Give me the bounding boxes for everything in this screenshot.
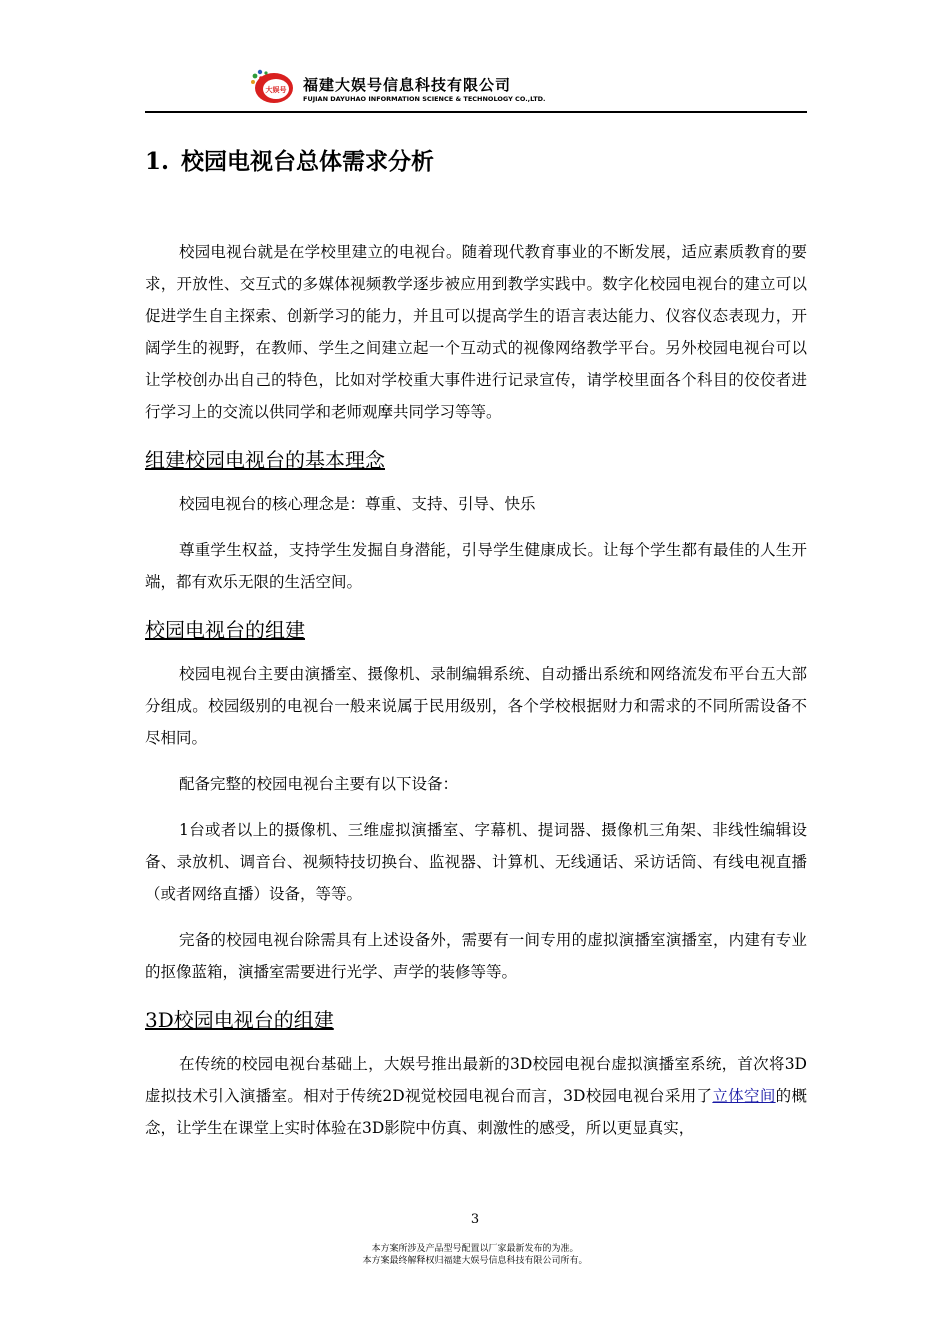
- 3d-paragraph-text-before: 在传统的校园电视台基础上，大娱号推出最新的3D校园电视台虚拟演播室系统，首次将3D虚拟技术引入演播室。相对于传统2D视觉校园电视台而言，3D校园电视台采用了: [145, 1055, 807, 1105]
- footer-note-2: 本方案最终解释权归福建大娱号信息科技有限公司所有。: [362, 1256, 588, 1266]
- section-title: [145, 140, 807, 184]
- subsection-heading-concept: 组建校园电视台的基本理念: [145, 448, 385, 472]
- concept-paragraph-1: 校园电视台的核心理念是：尊重、支持、引导、快乐: [179, 495, 536, 513]
- footer-note-1: 本方案所涉及产品型号配置以厂家最新发布的为准。: [371, 1244, 579, 1254]
- setup-paragraph-1: 校园电视台主要由演播室、摄像机、录制编辑系统、自动播出系统和网络流发布平台五大部分组成。校园级别的电视台一般来说属于民用级别，各个学校根据财力和需求的不同所需设备不尽相同。: [145, 665, 807, 747]
- setup-paragraph-2: 配备完整的校园电视台主要有以下设备：: [179, 775, 459, 793]
- section-number: 1.: [145, 148, 170, 175]
- document-body: [145, 140, 807, 1158]
- setup-paragraph-3: 1台或者以上的摄像机、三维虚拟演播室、字幕机、提词器、摄像机三角架、非线性编辑设备、录放机、调音台、视频特技切换台、监视器、计算机、无线通话、采访话筒、有线电视直播（或者网络直播）设备，等等。: [145, 821, 807, 903]
- company-name-en: FUJIAN DAYUHAO INFORMATION SCIENCE & TECHNOLOGY CO.,LTD.: [303, 95, 546, 103]
- concept-paragraph-2: 尊重学生权益，支持学生发掘自身潜能，引导学生健康成长。让每个学生都有最佳的人生开端，都有欢乐无限的生活空间。: [145, 541, 807, 591]
- page-number: 3: [470, 1212, 480, 1227]
- 3d-paragraph: [145, 1048, 807, 1144]
- 3d-paragraph-text-after: 的概念，让学生在课堂上实时体验在3D影院中仿真、刺激性的感受，所以更显真实，: [145, 1087, 807, 1137]
- stereo-space-link[interactable]: 立体空间: [712, 1087, 776, 1105]
- page-header: [145, 62, 807, 114]
- section-title-text: 校园电视台总体需求分析: [181, 148, 435, 175]
- page-footer: [0, 1243, 950, 1267]
- subsection-heading-setup: 校园电视台的组建: [145, 618, 305, 642]
- subsection-heading-3d: 3D校园电视台的组建: [145, 1008, 334, 1032]
- logo-text: 大娱号: [265, 86, 287, 94]
- company-name-cn: 福建大娱号信息科技有限公司: [303, 76, 512, 94]
- setup-paragraph-4: 完备的校园电视台除需具有上述设备外，需要有一间专用的虚拟演播室演播室，内建有专业的抠像蓝箱，演播室需要进行光学、声学的装修等等。: [145, 931, 807, 981]
- intro-paragraph: 校园电视台就是在学校里建立的电视台。随着现代教育事业的不断发展，适应素质教育的要求，开放性、交互式的多媒体视频教学逐步被应用到教学实践中。数字化校园电视台的建立可以促进学生自主探索、创新学习的能力，并且可以提高学生的语言表达能力、仪容仪态表现力，开阔学生的视野，在教师、学生之间建立起一个互动式的视像网络教学平台。另外校园电视台可以让学校创办出自己的特色，比如对学校重大事件进行记录宣传，请学校里面各个科目的佼佼者进行学习上的交流以供同学和老师观摩共同学习等等。: [145, 243, 807, 421]
- header-divider: [145, 111, 807, 113]
- company-logo: [249, 68, 295, 106]
